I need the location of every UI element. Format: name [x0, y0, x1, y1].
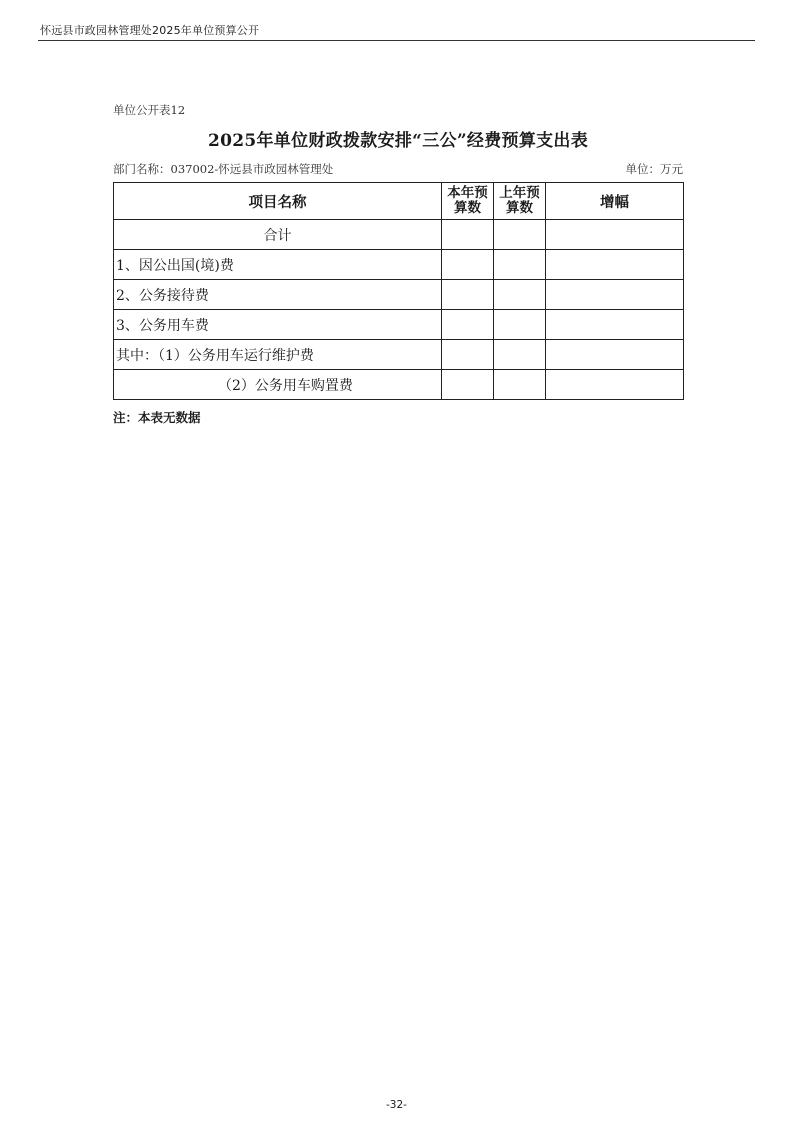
page-title: 2025年单位财政拨款安排“三公”经费预算支出表 — [207, 131, 589, 151]
row-current-value — [442, 250, 494, 280]
running-header: 怀远县市政园林管理处2025年单位预算公开 — [40, 24, 260, 37]
row-current-value — [442, 370, 494, 400]
row-last-value — [494, 310, 546, 340]
row-current-value — [442, 310, 494, 340]
row-growth-value — [546, 220, 684, 250]
currency-unit: 单位：万元 — [625, 162, 683, 176]
row-growth-value — [546, 250, 684, 280]
page-number: -32- — [386, 1099, 407, 1111]
table-header-row — [114, 183, 684, 220]
table-note: 注：本表无数据 — [113, 410, 201, 425]
header-growth: 增幅 — [546, 183, 684, 220]
row-last-value — [494, 220, 546, 250]
table-number: 单位公开表12 — [113, 103, 186, 117]
row-label: 其中：（1）公务用车运行维护费 — [114, 340, 442, 370]
header-last-year-line2: 算数 — [506, 200, 533, 216]
row-label: 2、公务接待费 — [114, 280, 442, 310]
row-label: （2）公务用车购置费 — [114, 370, 442, 400]
header-last-year-budget — [494, 183, 546, 220]
row-current-value — [442, 280, 494, 310]
row-growth-value — [546, 280, 684, 310]
header-current-year-budget — [442, 183, 494, 220]
header-item-name: 项目名称 — [114, 183, 442, 220]
row-label: 1、因公出国(境)费 — [114, 250, 442, 280]
table-row — [114, 280, 684, 310]
header-current-year-line2: 算数 — [454, 200, 481, 216]
row-last-value — [494, 370, 546, 400]
header-rule — [38, 40, 755, 41]
header-current-year-line1: 本年预 — [447, 185, 488, 201]
table-row — [114, 340, 684, 370]
table-row-total — [114, 220, 684, 250]
row-last-value — [494, 280, 546, 310]
row-current-value — [442, 220, 494, 250]
row-growth-value — [546, 340, 684, 370]
table-row — [114, 310, 684, 340]
table-row — [114, 370, 684, 400]
budget-table — [113, 182, 684, 400]
row-current-value — [442, 340, 494, 370]
row-label: 合计 — [114, 220, 442, 250]
row-last-value — [494, 250, 546, 280]
department-name: 部门名称：037002-怀远县市政园林管理处 — [113, 162, 334, 176]
row-last-value — [494, 340, 546, 370]
row-growth-value — [546, 370, 684, 400]
table-row — [114, 250, 684, 280]
row-label: 3、公务用车费 — [114, 310, 442, 340]
header-last-year-line1: 上年预 — [499, 185, 540, 201]
row-growth-value — [546, 310, 684, 340]
